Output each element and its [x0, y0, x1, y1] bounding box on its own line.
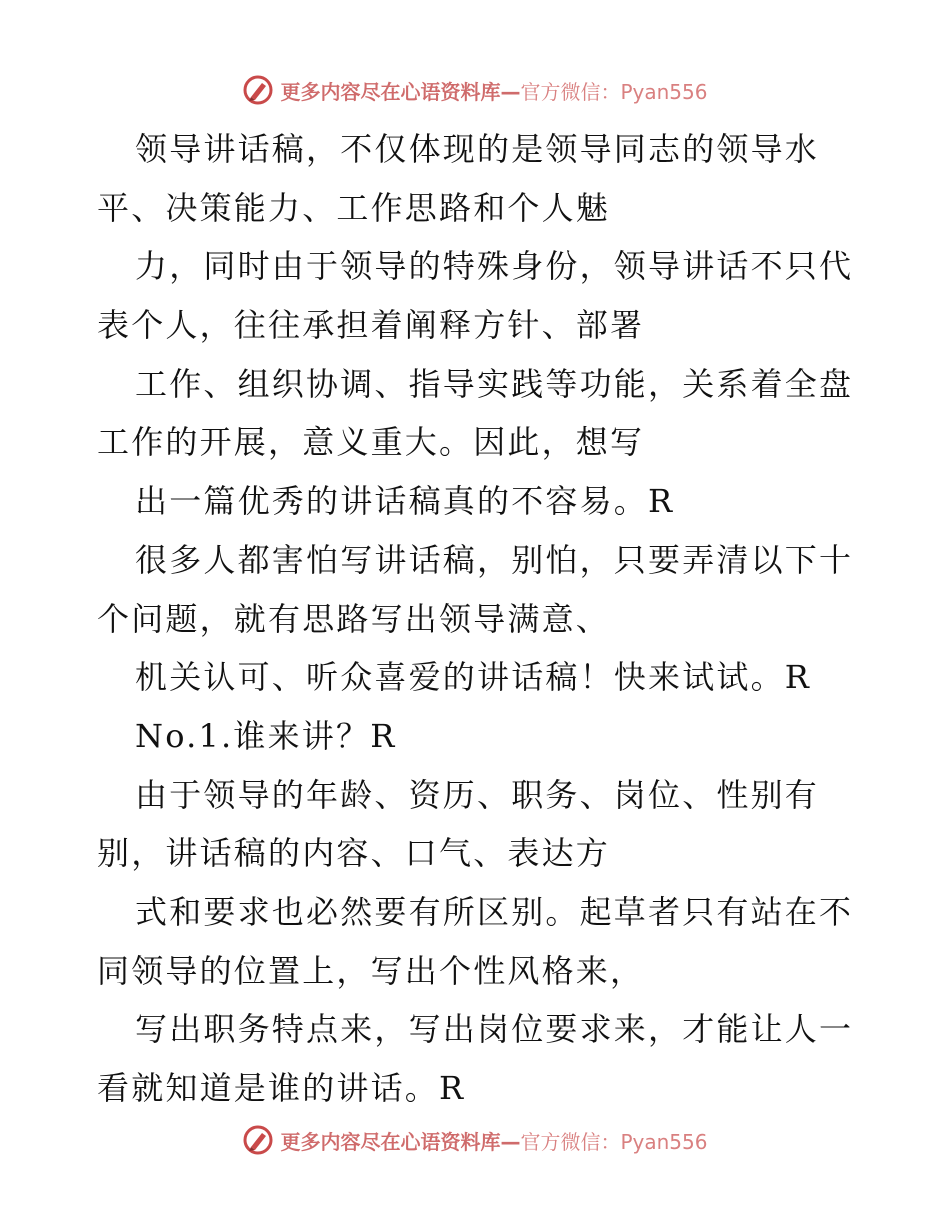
document-body — [97, 120, 857, 1118]
header-banner-wechat: 官方微信：Pyan556 — [520, 79, 708, 104]
footer-banner-main: 更多内容尽在心语资料库— — [280, 1129, 521, 1154]
body-line: 个问题，就有思路写出领导满意、 — [97, 599, 611, 638]
body-line: 机关认可、听众喜爱的讲话稿！快来试试。R — [135, 658, 812, 697]
body-line: 出一篇优秀的讲话稿真的不容易。R — [135, 482, 675, 521]
body-line: 别，讲话稿的内容、口气、表达方 — [97, 834, 611, 873]
footer-banner-wechat: 官方微信：Pyan556 — [520, 1129, 708, 1154]
header-banner-main: 更多内容尽在心语资料库— — [280, 79, 521, 104]
body-line: 写出职务特点来，写出岗位要求来，才能让人一 — [135, 1010, 854, 1049]
header-banner-text — [280, 76, 707, 105]
footer-banner — [0, 1120, 950, 1160]
footer-banner-text — [280, 1126, 707, 1155]
pen-logo-icon — [242, 74, 274, 106]
body-line: 同领导的位置上，写出个性风格来， — [97, 951, 645, 990]
body-line: 工作的开展，意义重大。因此，想写 — [97, 423, 645, 462]
body-line: 领导讲话稿，不仅体现的是领导同志的领导水 — [135, 130, 820, 168]
body-line: 很多人都害怕写讲话稿，别怕，只要弄清以下十 — [135, 540, 854, 579]
body-line: 式和要求也必然要有所区别。起草者只有站在不 — [135, 892, 854, 931]
body-line: 工作、组织协调、指导实践等功能，关系着全盘 — [135, 364, 854, 403]
body-line: No.1.谁来讲？R — [135, 716, 397, 755]
body-line: 看就知道是谁的讲话。R — [97, 1069, 466, 1107]
body-line: 由于领导的年龄、资历、职务、岗位、性别有 — [135, 775, 820, 814]
pen-logo-icon — [242, 1124, 274, 1156]
body-line: 表个人，往往承担着阐释方针、部署 — [97, 306, 645, 345]
body-line: 力，同时由于领导的特殊身份，领导讲话不只代 — [135, 247, 854, 286]
body-line: 平、决策能力、工作思路和个人魅 — [97, 188, 611, 227]
header-banner — [0, 70, 950, 110]
